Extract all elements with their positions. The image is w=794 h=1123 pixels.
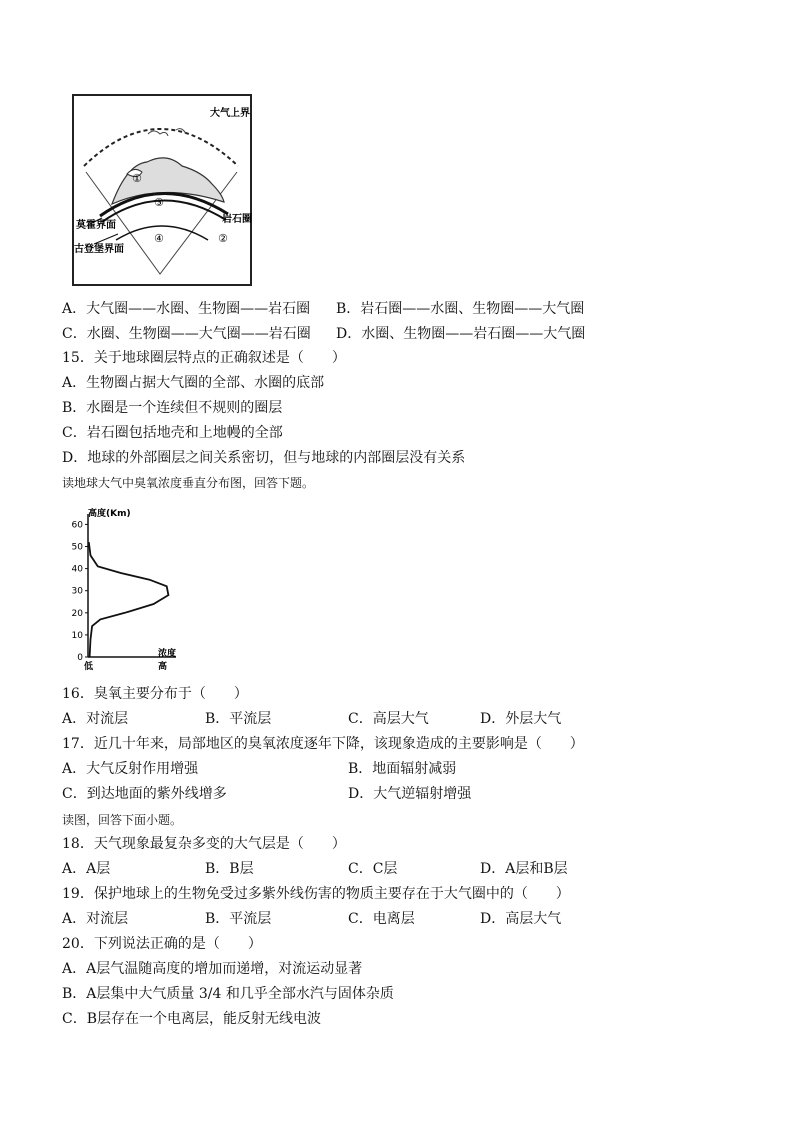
label-gutenberg: 古登堡界面	[74, 244, 124, 255]
q14-option-d: D．水圈、生物圈——岩石圈——大气圈	[336, 326, 586, 342]
q17-option-c: C．到达地面的紫外线增多	[62, 786, 227, 802]
q16-option-b: B．平流层	[205, 711, 272, 727]
intro-read-figure: 读图，回答下面小题。	[62, 813, 183, 827]
q15-option-c: C．岩石圈包括地壳和上地幔的全部	[62, 425, 283, 441]
y-tick-label: 30	[71, 586, 83, 597]
q15-option-d: D．地球的外部圈层之间关系密切，但与地球的内部圈层没有关系	[62, 450, 466, 466]
label-upper-atmosphere: 大气上界	[210, 108, 250, 119]
intro-ozone-chart: 读地球大气中臭氧浓度垂直分布图，回答下题。	[62, 476, 315, 490]
ozone-chart	[62, 500, 192, 674]
q15-option-a: A．生物圈占据大气圈的全部、水圈的底部	[62, 375, 325, 391]
q19-option-b: B．平流层	[205, 911, 272, 927]
ozone-chart-svg	[62, 500, 192, 674]
y-tick-label: 0	[77, 653, 83, 663]
q15-stem: 15．关于地球圈层特点的正确叙述是（ ）	[62, 350, 346, 366]
x-tick-label-high: 高	[158, 662, 168, 672]
q17-option-b: B．地面辐射减弱	[348, 761, 457, 777]
q20-stem: 20．下列说法正确的是（ ）	[62, 936, 262, 952]
q17-stem: 17．近几十年来，局部地区的臭氧浓度逐年下降，该现象造成的主要影响是（ ）	[62, 736, 584, 752]
q15-option-b: B．水圈是一个连续但不规则的圈层	[62, 400, 283, 416]
label-lithosphere: 岩石圈	[222, 214, 252, 225]
label-moho: 莫霍界面	[76, 220, 116, 231]
label-circle-2: ②	[218, 232, 228, 245]
q19-option-a: A．对流层	[62, 911, 129, 927]
label-circle-4: ④	[154, 232, 164, 245]
q18-option-a: A．A层	[62, 861, 111, 877]
earth-spheres-svg	[72, 94, 254, 288]
y-tick-label: 40	[71, 564, 83, 575]
q20-option-c: C．B层存在一个电离层，能反射无线电波	[62, 1011, 321, 1027]
q18-stem: 18．天气现象最复杂多变的大气层是（ ）	[62, 836, 346, 852]
q18-option-c: C．C层	[348, 861, 398, 877]
q14-option-b: B．岩石圈——水圈、生物圈——大气圈	[336, 301, 585, 317]
earth-spheres-diagram	[72, 94, 254, 288]
q16-option-c: C．高层大气	[348, 711, 429, 727]
q19-stem: 19．保护地球上的生物免受过多紫外线伤害的物质主要存在于大气圈中的（ ）	[62, 886, 570, 902]
y-tick-label: 60	[71, 520, 83, 531]
x-axis-label: 浓度	[158, 649, 177, 659]
q18-option-d: D．A层和B层	[480, 861, 568, 877]
label-circle-3: ③	[154, 196, 164, 209]
q14-option-c: C．水圈、生物圈——大气圈——岩石圈	[62, 326, 311, 342]
q20-option-b: B．A层集中大气质量 3/4 和几乎全部水汽与固体杂质	[62, 986, 394, 1002]
q19-option-d: D．高层大气	[480, 911, 562, 927]
q16-option-d: D．外层大气	[480, 711, 562, 727]
q19-option-c: C．电离层	[348, 911, 415, 927]
q17-option-d: D．大气逆辐射增强	[348, 786, 472, 802]
q16-stem: 16．臭氧主要分布于（ ）	[62, 686, 248, 702]
y-axis-label: 高度(Km)	[88, 509, 131, 519]
label-circle-1: ①	[132, 172, 142, 185]
y-tick-label: 10	[71, 630, 83, 641]
q18-option-b: B．B层	[205, 861, 254, 877]
x-tick-label-low: 低	[84, 662, 94, 672]
y-tick-label: 20	[71, 608, 83, 619]
q17-option-a: A．大气反射作用增强	[62, 761, 199, 777]
q14-option-a: A．大气圈——水圈、生物圈——岩石圈	[62, 301, 311, 317]
ozone-series-line	[89, 542, 169, 657]
y-tick-label: 50	[71, 542, 83, 553]
q20-option-a: A．A层气温随高度的增加而递增，对流运动显著	[62, 961, 363, 977]
q16-option-a: A．对流层	[62, 711, 129, 727]
